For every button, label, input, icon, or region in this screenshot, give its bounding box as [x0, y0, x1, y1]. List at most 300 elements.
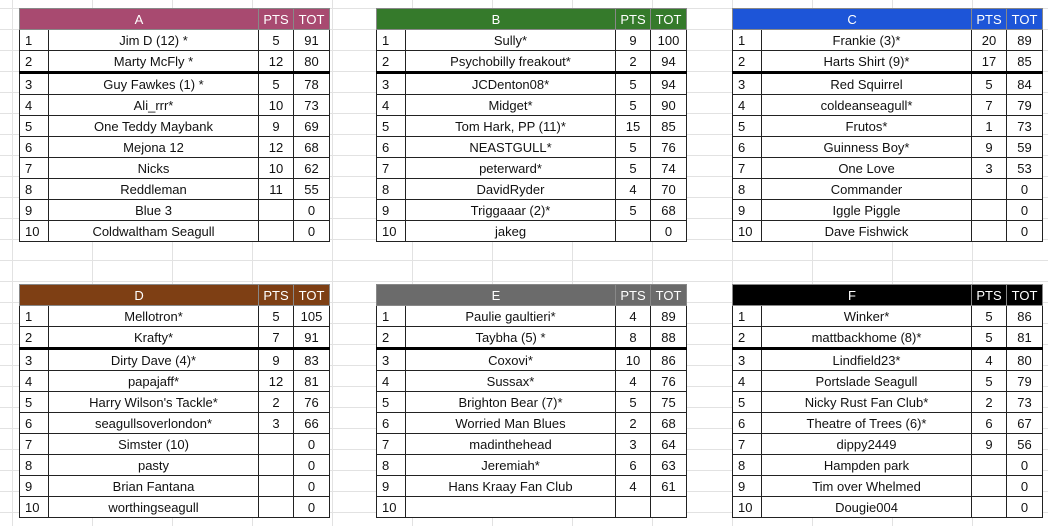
table-row [377, 221, 687, 242]
player-name-cell[interactable]: Coxovi* [406, 349, 616, 371]
total-cell[interactable]: 0 [1007, 455, 1043, 476]
position-cell[interactable]: 8 [20, 455, 49, 476]
position-cell[interactable]: 6 [20, 137, 49, 158]
tot-header[interactable]: TOT [1007, 9, 1043, 30]
total-cell[interactable]: 105 [294, 306, 330, 327]
player-name-cell[interactable]: Guinness Boy* [762, 137, 972, 158]
total-cell[interactable]: 91 [294, 30, 330, 51]
player-name-cell[interactable]: Psychobilly freakout* [406, 51, 616, 73]
total-cell[interactable]: 0 [1007, 497, 1043, 518]
player-name-cell[interactable]: Commander [762, 179, 972, 200]
player-name-cell[interactable]: Harry Wilson's Tackle* [49, 392, 259, 413]
points-cell[interactable]: 9 [616, 30, 651, 51]
table-row [377, 51, 687, 73]
total-cell[interactable]: 79 [1007, 371, 1043, 392]
points-cell[interactable]: 9 [259, 116, 294, 137]
total-cell[interactable]: 67 [1007, 413, 1043, 434]
points-cell[interactable]: 3 [259, 413, 294, 434]
total-cell[interactable]: 80 [1007, 349, 1043, 371]
header-row [733, 285, 1043, 306]
points-cell[interactable]: 5 [616, 95, 651, 116]
total-cell[interactable]: 0 [294, 455, 330, 476]
player-name-cell[interactable]: Nicks [49, 158, 259, 179]
position-cell[interactable]: 5 [377, 392, 406, 413]
position-cell[interactable]: 3 [733, 73, 762, 95]
total-cell[interactable]: 56 [1007, 434, 1043, 455]
player-name-cell[interactable]: Simster (10) [49, 434, 259, 455]
player-name-cell[interactable]: Mellotron* [49, 306, 259, 327]
position-cell[interactable]: 9 [20, 200, 49, 221]
total-cell[interactable]: 55 [294, 179, 330, 200]
table-row [377, 137, 687, 158]
table-row [377, 158, 687, 179]
points-cell[interactable]: 5 [259, 30, 294, 51]
points-cell[interactable]: 10 [259, 158, 294, 179]
player-name-cell[interactable]: Ali_rrr* [49, 95, 259, 116]
group-name-header[interactable]: E [377, 285, 616, 306]
total-cell[interactable]: 76 [294, 392, 330, 413]
points-cell[interactable]: 6 [616, 455, 651, 476]
position-cell[interactable]: 2 [733, 51, 762, 73]
player-name-cell[interactable]: Coldwaltham Seagull [49, 221, 259, 242]
table-row [733, 51, 1043, 73]
table-row [20, 51, 330, 73]
player-name-cell[interactable]: jakeg [406, 221, 616, 242]
points-cell[interactable]: 5 [972, 371, 1007, 392]
points-cell[interactable]: 9 [259, 349, 294, 371]
position-cell[interactable]: 4 [733, 95, 762, 116]
position-cell[interactable]: 8 [733, 179, 762, 200]
total-cell[interactable]: 61 [651, 476, 687, 497]
tot-header[interactable]: TOT [1007, 285, 1043, 306]
points-cell[interactable]: 6 [972, 413, 1007, 434]
position-cell[interactable]: 8 [377, 455, 406, 476]
points-cell[interactable]: 3 [616, 434, 651, 455]
position-cell[interactable]: 6 [377, 413, 406, 434]
points-cell[interactable]: 5 [972, 327, 1007, 349]
points-cell[interactable] [259, 434, 294, 455]
player-name-cell[interactable]: Brighton Bear (7)* [406, 392, 616, 413]
total-cell[interactable]: 76 [651, 371, 687, 392]
player-name-cell[interactable]: Lindfield23* [762, 349, 972, 371]
table-row [377, 413, 687, 434]
points-cell[interactable] [972, 179, 1007, 200]
player-name-cell[interactable]: seagullsoverlondon* [49, 413, 259, 434]
player-name-cell[interactable]: Tom Hark, PP (11)* [406, 116, 616, 137]
table-row [733, 73, 1043, 95]
total-cell[interactable]: 64 [651, 434, 687, 455]
total-cell[interactable]: 75 [651, 392, 687, 413]
points-cell[interactable]: 9 [972, 434, 1007, 455]
points-cell[interactable] [972, 200, 1007, 221]
table-row [733, 413, 1043, 434]
player-name-cell[interactable]: Paulie gaultieri* [406, 306, 616, 327]
total-cell[interactable]: 73 [294, 95, 330, 116]
player-name-cell[interactable]: Sussax* [406, 371, 616, 392]
position-cell[interactable]: 10 [733, 497, 762, 518]
tot-header[interactable]: TOT [294, 285, 330, 306]
total-cell[interactable]: 0 [651, 221, 687, 242]
position-cell[interactable]: 7 [377, 158, 406, 179]
position-cell[interactable]: 5 [733, 116, 762, 137]
total-cell[interactable]: 0 [1007, 221, 1043, 242]
player-name-cell[interactable]: mattbackhome (8)* [762, 327, 972, 349]
tot-header[interactable]: TOT [651, 9, 687, 30]
player-name-cell[interactable]: Theatre of Trees (6)* [762, 413, 972, 434]
player-name-cell[interactable]: NEASTGULL* [406, 137, 616, 158]
position-cell[interactable]: 6 [20, 413, 49, 434]
points-cell[interactable]: 4 [972, 349, 1007, 371]
position-cell[interactable]: 2 [20, 51, 49, 73]
points-cell[interactable]: 10 [259, 95, 294, 116]
total-cell[interactable]: 76 [651, 137, 687, 158]
total-cell[interactable]: 83 [294, 349, 330, 371]
total-cell[interactable]: 84 [1007, 73, 1043, 95]
player-name-cell[interactable]: Brian Fantana [49, 476, 259, 497]
player-name-cell[interactable]: Frutos* [762, 116, 972, 137]
total-cell[interactable]: 89 [1007, 30, 1043, 51]
pts-header[interactable]: PTS [972, 9, 1007, 30]
total-cell[interactable] [651, 497, 687, 518]
player-name-cell[interactable]: Mejona 12 [49, 137, 259, 158]
position-cell[interactable]: 1 [733, 306, 762, 327]
position-cell[interactable]: 3 [377, 349, 406, 371]
points-cell[interactable]: 4 [616, 179, 651, 200]
player-name-cell[interactable]: Jeremiah* [406, 455, 616, 476]
table-row [377, 116, 687, 137]
total-cell[interactable]: 62 [294, 158, 330, 179]
table-row [733, 455, 1043, 476]
position-cell[interactable]: 9 [20, 476, 49, 497]
total-cell[interactable]: 86 [651, 349, 687, 371]
standings-table [732, 8, 1043, 242]
points-cell[interactable]: 5 [616, 73, 651, 95]
total-cell[interactable]: 63 [651, 455, 687, 476]
total-cell[interactable]: 88 [651, 327, 687, 349]
table-row [377, 306, 687, 327]
position-cell[interactable]: 3 [20, 349, 49, 371]
total-cell[interactable]: 78 [294, 73, 330, 95]
table-row [377, 200, 687, 221]
position-cell[interactable]: 4 [377, 371, 406, 392]
standings-table [19, 8, 330, 242]
total-cell[interactable]: 91 [294, 327, 330, 349]
position-cell[interactable]: 1 [377, 306, 406, 327]
points-cell[interactable]: 2 [972, 392, 1007, 413]
header-row [20, 9, 330, 30]
total-cell[interactable]: 68 [294, 137, 330, 158]
standings-table [376, 8, 687, 242]
points-cell[interactable]: 5 [972, 306, 1007, 327]
position-cell[interactable]: 6 [733, 137, 762, 158]
total-cell[interactable]: 0 [1007, 179, 1043, 200]
position-cell[interactable]: 4 [377, 95, 406, 116]
total-cell[interactable]: 69 [294, 116, 330, 137]
position-cell[interactable]: 2 [20, 327, 49, 349]
position-cell[interactable]: 10 [733, 221, 762, 242]
points-cell[interactable]: 5 [972, 73, 1007, 95]
player-name-cell[interactable]: JCDenton08* [406, 73, 616, 95]
position-cell[interactable]: 2 [377, 327, 406, 349]
player-name-cell[interactable]: Sully* [406, 30, 616, 51]
group-a-table [19, 8, 329, 242]
position-cell[interactable]: 5 [377, 116, 406, 137]
player-name-cell[interactable]: worthingseagull [49, 497, 259, 518]
points-cell[interactable]: 4 [616, 476, 651, 497]
player-name-cell[interactable] [406, 497, 616, 518]
points-cell[interactable] [259, 200, 294, 221]
points-cell[interactable]: 15 [616, 116, 651, 137]
points-cell[interactable] [259, 455, 294, 476]
total-cell[interactable]: 85 [1007, 51, 1043, 73]
table-row [377, 497, 687, 518]
table-row [20, 497, 330, 518]
position-cell[interactable]: 2 [377, 51, 406, 73]
position-cell[interactable]: 8 [733, 455, 762, 476]
total-cell[interactable]: 0 [1007, 476, 1043, 497]
points-cell[interactable]: 1 [972, 116, 1007, 137]
points-cell[interactable]: 2 [259, 392, 294, 413]
position-cell[interactable]: 3 [733, 349, 762, 371]
player-name-cell[interactable]: One Teddy Maybank [49, 116, 259, 137]
total-cell[interactable]: 81 [294, 371, 330, 392]
points-cell[interactable]: 5 [616, 137, 651, 158]
total-cell[interactable]: 80 [294, 51, 330, 73]
player-name-cell[interactable]: Dave Fishwick [762, 221, 972, 242]
player-name-cell[interactable]: Nicky Rust Fan Club* [762, 392, 972, 413]
position-cell[interactable]: 7 [733, 434, 762, 455]
pts-header[interactable]: PTS [616, 9, 651, 30]
points-cell[interactable]: 5 [616, 392, 651, 413]
points-cell[interactable]: 7 [972, 95, 1007, 116]
group-d-table [19, 284, 329, 518]
points-cell[interactable]: 4 [616, 371, 651, 392]
table-row [20, 95, 330, 116]
table-row [20, 392, 330, 413]
total-cell[interactable]: 0 [294, 476, 330, 497]
table-row [377, 392, 687, 413]
position-cell[interactable]: 8 [377, 179, 406, 200]
player-name-cell[interactable]: Harts Shirt (9)* [762, 51, 972, 73]
total-cell[interactable]: 66 [294, 413, 330, 434]
table-row [20, 413, 330, 434]
total-cell[interactable]: 79 [1007, 95, 1043, 116]
position-cell[interactable]: 4 [733, 371, 762, 392]
total-cell[interactable]: 85 [651, 116, 687, 137]
total-cell[interactable]: 73 [1007, 116, 1043, 137]
points-cell[interactable]: 9 [972, 137, 1007, 158]
position-cell[interactable]: 1 [20, 30, 49, 51]
total-cell[interactable]: 70 [651, 179, 687, 200]
total-cell[interactable]: 86 [1007, 306, 1043, 327]
total-cell[interactable]: 81 [1007, 327, 1043, 349]
player-name-cell[interactable]: Guy Fawkes (1) * [49, 73, 259, 95]
points-cell[interactable] [972, 476, 1007, 497]
points-cell[interactable]: 2 [616, 51, 651, 73]
total-cell[interactable]: 94 [651, 73, 687, 95]
position-cell[interactable]: 4 [20, 371, 49, 392]
position-cell[interactable]: 7 [733, 158, 762, 179]
position-cell[interactable]: 10 [377, 497, 406, 518]
points-cell[interactable]: 20 [972, 30, 1007, 51]
points-cell[interactable]: 5 [616, 200, 651, 221]
group-b-table [376, 8, 686, 242]
position-cell[interactable]: 1 [20, 306, 49, 327]
player-name-cell[interactable]: madinthehead [406, 434, 616, 455]
total-cell[interactable]: 89 [651, 306, 687, 327]
points-cell[interactable]: 11 [259, 179, 294, 200]
total-cell[interactable]: 68 [651, 413, 687, 434]
tot-header[interactable]: TOT [651, 285, 687, 306]
pts-header[interactable]: PTS [616, 285, 651, 306]
player-name-cell[interactable]: Dirty Dave (4)* [49, 349, 259, 371]
points-cell[interactable]: 4 [616, 306, 651, 327]
position-cell[interactable]: 5 [20, 392, 49, 413]
table-row [20, 221, 330, 242]
table-row [377, 455, 687, 476]
player-name-cell[interactable]: pasty [49, 455, 259, 476]
points-cell[interactable] [259, 497, 294, 518]
total-cell[interactable]: 53 [1007, 158, 1043, 179]
table-row [733, 306, 1043, 327]
player-name-cell[interactable]: Portslade Seagull [762, 371, 972, 392]
position-cell[interactable]: 9 [733, 476, 762, 497]
points-cell[interactable]: 17 [972, 51, 1007, 73]
player-name-cell[interactable]: peterward* [406, 158, 616, 179]
player-name-cell[interactable]: Red Squirrel [762, 73, 972, 95]
points-cell[interactable]: 12 [259, 371, 294, 392]
group-name-header[interactable]: A [20, 9, 259, 30]
position-cell[interactable]: 5 [20, 116, 49, 137]
position-cell[interactable]: 10 [377, 221, 406, 242]
points-cell[interactable]: 8 [616, 327, 651, 349]
position-cell[interactable]: 6 [377, 137, 406, 158]
total-cell[interactable]: 94 [651, 51, 687, 73]
total-cell[interactable]: 0 [294, 200, 330, 221]
points-cell[interactable]: 7 [259, 327, 294, 349]
player-name-cell[interactable]: Taybha (5) * [406, 327, 616, 349]
position-cell[interactable]: 2 [733, 327, 762, 349]
total-cell[interactable]: 0 [294, 434, 330, 455]
points-cell[interactable]: 5 [616, 158, 651, 179]
position-cell[interactable]: 9 [377, 476, 406, 497]
points-cell[interactable]: 10 [616, 349, 651, 371]
table-row [20, 349, 330, 371]
position-cell[interactable]: 9 [377, 200, 406, 221]
points-cell[interactable] [972, 455, 1007, 476]
position-cell[interactable]: 10 [20, 497, 49, 518]
player-name-cell[interactable]: Winker* [762, 306, 972, 327]
table-row [20, 434, 330, 455]
pts-header[interactable]: PTS [972, 285, 1007, 306]
player-name-cell[interactable]: papajaff* [49, 371, 259, 392]
position-cell[interactable]: 6 [733, 413, 762, 434]
player-name-cell[interactable]: Jim D (12) * [49, 30, 259, 51]
pts-header[interactable]: PTS [259, 285, 294, 306]
player-name-cell[interactable]: DavidRyder [406, 179, 616, 200]
total-cell[interactable]: 0 [294, 221, 330, 242]
position-cell[interactable]: 4 [20, 95, 49, 116]
group-name-header[interactable]: B [377, 9, 616, 30]
group-name-header[interactable]: D [20, 285, 259, 306]
player-name-cell[interactable]: coldeanseagull* [762, 95, 972, 116]
position-cell[interactable]: 7 [20, 434, 49, 455]
position-cell[interactable]: 3 [20, 73, 49, 95]
player-name-cell[interactable]: Triggaaar (2)* [406, 200, 616, 221]
table-row [733, 116, 1043, 137]
position-cell[interactable]: 5 [733, 392, 762, 413]
total-cell[interactable]: 0 [294, 497, 330, 518]
player-name-cell[interactable]: Marty McFly * [49, 51, 259, 73]
total-cell[interactable]: 0 [1007, 200, 1043, 221]
group-name-header[interactable]: C [733, 9, 972, 30]
player-name-cell[interactable]: Iggle Piggle [762, 200, 972, 221]
table-row [377, 349, 687, 371]
position-cell[interactable]: 1 [377, 30, 406, 51]
points-cell[interactable] [259, 221, 294, 242]
total-cell[interactable]: 59 [1007, 137, 1043, 158]
total-cell[interactable]: 100 [651, 30, 687, 51]
points-cell[interactable]: 3 [972, 158, 1007, 179]
points-cell[interactable] [259, 476, 294, 497]
player-name-cell[interactable]: Midget* [406, 95, 616, 116]
pts-header[interactable]: PTS [259, 9, 294, 30]
player-name-cell[interactable]: Tim over Whelmed [762, 476, 972, 497]
total-cell[interactable]: 68 [651, 200, 687, 221]
points-cell[interactable]: 2 [616, 413, 651, 434]
total-cell[interactable]: 73 [1007, 392, 1043, 413]
points-cell[interactable] [972, 221, 1007, 242]
position-cell[interactable]: 10 [20, 221, 49, 242]
position-cell[interactable]: 9 [733, 200, 762, 221]
player-name-cell[interactable]: Hampden park [762, 455, 972, 476]
table-row [377, 327, 687, 349]
position-cell[interactable]: 7 [20, 158, 49, 179]
total-cell[interactable]: 90 [651, 95, 687, 116]
standings-table [19, 284, 330, 518]
position-cell[interactable]: 1 [733, 30, 762, 51]
points-cell[interactable] [972, 497, 1007, 518]
total-cell[interactable]: 74 [651, 158, 687, 179]
player-name-cell[interactable]: Frankie (3)* [762, 30, 972, 51]
table-row [20, 455, 330, 476]
position-cell[interactable]: 3 [377, 73, 406, 95]
points-cell[interactable]: 12 [259, 137, 294, 158]
points-cell[interactable]: 5 [259, 73, 294, 95]
player-name-cell[interactable]: Reddleman [49, 179, 259, 200]
player-name-cell[interactable]: One Love [762, 158, 972, 179]
position-cell[interactable]: 7 [377, 434, 406, 455]
group-name-header[interactable]: F [733, 285, 972, 306]
table-row [377, 476, 687, 497]
player-name-cell[interactable]: dippy2449 [762, 434, 972, 455]
player-name-cell[interactable]: Krafty* [49, 327, 259, 349]
points-cell[interactable]: 12 [259, 51, 294, 73]
player-name-cell[interactable]: Worried Man Blues [406, 413, 616, 434]
table-row [20, 158, 330, 179]
player-name-cell[interactable]: Blue 3 [49, 200, 259, 221]
standings-table [376, 284, 687, 518]
table-row [377, 95, 687, 116]
position-cell[interactable]: 8 [20, 179, 49, 200]
player-name-cell[interactable]: Dougie004 [762, 497, 972, 518]
points-cell[interactable]: 5 [259, 306, 294, 327]
table-row [733, 158, 1043, 179]
points-cell[interactable] [616, 221, 651, 242]
points-cell[interactable] [616, 497, 651, 518]
player-name-cell[interactable]: Hans Kraay Fan Club [406, 476, 616, 497]
tot-header[interactable]: TOT [294, 9, 330, 30]
